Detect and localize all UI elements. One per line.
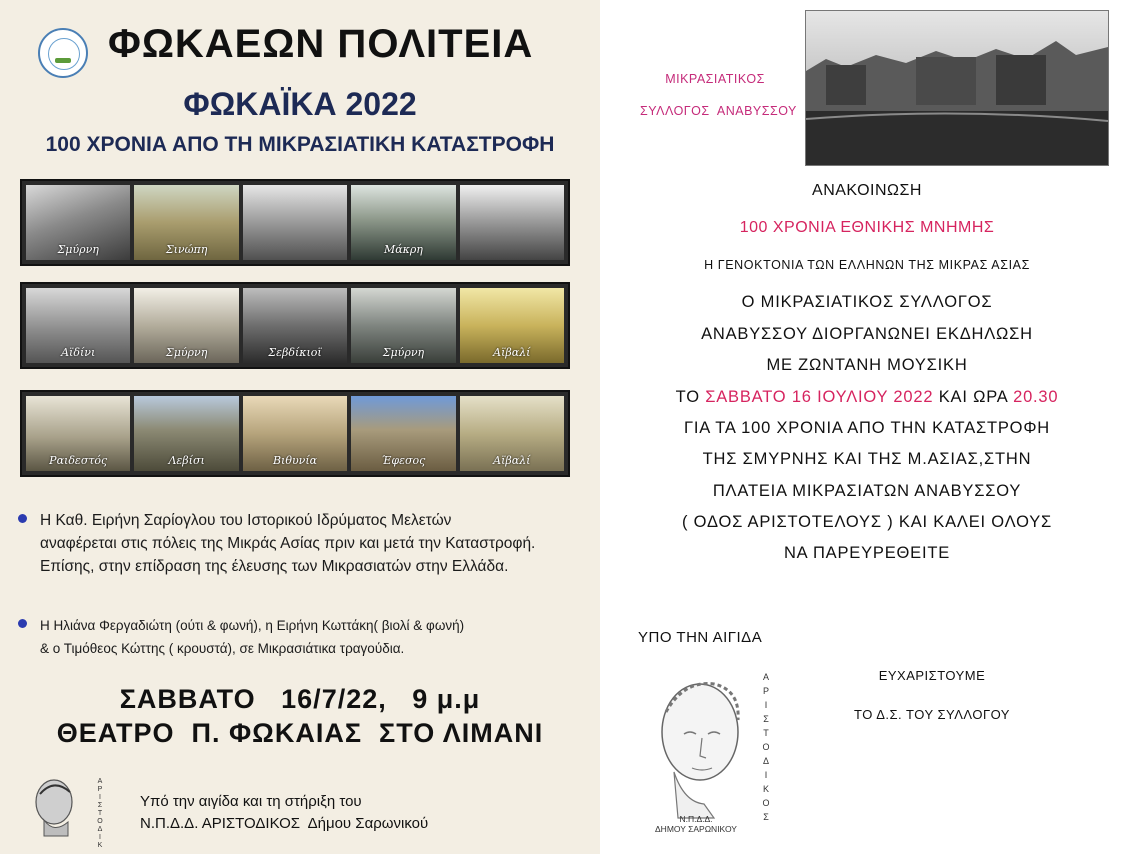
- bullet-speaker: [18, 509, 588, 578]
- photo: [26, 288, 130, 363]
- photo-caption: Σμύρνη: [57, 243, 99, 256]
- photo-caption: Ραιδεστός: [49, 454, 108, 467]
- aristodikos-head-logo: [28, 776, 84, 840]
- event-title: ΦΩΚΑΪΚΑ 2022: [183, 86, 417, 122]
- announcement-heading: ΑΝΑΚΟΙΝΩΣΗ: [812, 182, 922, 199]
- body-date-line: [600, 388, 1134, 407]
- body-line: ΠΛΑΤΕΙΑ ΜΙΚΡΑΣΙΑΤΩΝ ΑΝΑΒΥΣΣΟΥ: [712, 482, 1022, 500]
- body-text: ΤΟ: [675, 388, 706, 406]
- bullet-line: Επίσης, στην επίδραση της έλευσης των Μικρασιατών στην Ελλάδα.: [40, 558, 509, 575]
- right-poster: [600, 0, 1134, 854]
- bullet-line: Η Ηλιάνα Φεργαδιώτη (ούτι & φωνή), η Ειρήνη Κωττάκη( βιολί & φωνή): [40, 618, 465, 633]
- patronage-line: Υπό την αιγίδα και τη στήριξη του: [140, 793, 362, 810]
- photo-strip-1: [20, 179, 570, 266]
- photo-caption: Λεβίσι: [168, 454, 205, 467]
- photo-caption: Σμύρνη: [382, 346, 425, 359]
- photo: [26, 396, 130, 471]
- genocide-line: Η ΓΕΝΟΚΤΟΝΙΑ ΤΩΝ ΕΛΛΗΝΩΝ ΤΗΣ ΜΙΚΡΑΣ ΑΣΙΑΣ: [704, 258, 1030, 272]
- photo-strip-2: [20, 282, 570, 369]
- aristodikos-head-sketch: [644, 672, 754, 822]
- photo: [134, 396, 238, 471]
- logo-caption-line: Ν.Π.Δ.Δ.: [679, 814, 713, 824]
- body-line: ( ΟΔΟΣ ΑΡΙΣΤΟΤΕΛΟΥΣ ) ΚΑΙ ΚΑΛΕΙ ΟΛΟΥΣ: [682, 513, 1052, 531]
- photo: [460, 396, 564, 471]
- photo: [26, 185, 130, 260]
- photo-caption: Σεβδίκιοϊ: [268, 346, 322, 359]
- thanks-signature: ΤΟ Δ.Σ. ΤΟΥ ΣΥΛΛΟΓΟΥ: [854, 707, 1010, 722]
- event-subtitle: 100 ΧΡΟΝΙΑ ΑΠΟ ΤΗ ΜΙΚΡΑΣΙΑΤΙΚΗ ΚΑΤΑΣΤΡΟΦΗ: [45, 133, 555, 156]
- bullet-line: & ο Τιμόθεος Κώττης ( κρουστά), σε Μικρασιάτικα τραγούδια.: [40, 641, 405, 656]
- photo-caption: Έφεσος: [381, 454, 426, 467]
- small-logo-vertical-text: Α Ρ Ι Σ Τ Ο Δ Ι Κ: [97, 778, 103, 849]
- photo: [134, 185, 238, 260]
- thanks-line: ΕΥΧΑΡΙΣΤΟΥΜΕ: [878, 668, 986, 683]
- photo: [351, 396, 455, 471]
- body-line: ΤΗΣ ΣΜΥΡΝΗΣ ΚΑΙ ΤΗΣ Μ.ΑΣΙΑΣ,ΣΤΗΝ: [702, 450, 1032, 468]
- photo-caption: Αϊδίνι: [61, 346, 96, 359]
- photo: [243, 288, 347, 363]
- bullet-musicians: [18, 614, 588, 660]
- phokaika-logo: [38, 28, 88, 78]
- bullet-line: αναφέρεται στις πόλεις της Μικράς Ασίας πριν και μετά την Καταστροφή.: [40, 535, 536, 552]
- event-date-highlight: ΣΑΒΒΑΤΟ 16 ΙΟΥΛΙΟΥ 2022: [705, 388, 934, 406]
- poster-title: ΦΩΚΑΕΩΝ ΠΟΛΙΤΕΙΑ: [108, 22, 534, 66]
- event-venue: ΘΕΑΤΡΟ Π. ΦΩΚΑΙΑΣ ΣΤΟ ΛΙΜΑΝΙ: [56, 718, 544, 748]
- photo: [134, 288, 238, 363]
- photo: [351, 288, 455, 363]
- org-name-line2: ΣΥΛΛΟΓΟΣ ΑΝΑΒΥΣΣΟΥ: [640, 104, 797, 118]
- logo-caption: [640, 814, 752, 834]
- photo-caption: Σινώπη: [165, 243, 208, 256]
- event-date: ΣΑΒΒΑΤΟ 16/7/22, 9 μ.μ: [119, 684, 481, 714]
- photo-caption: Σμύρνη: [165, 346, 208, 359]
- event-time-highlight: 20.30: [1013, 388, 1059, 406]
- photo: [243, 396, 347, 471]
- logo-caption-line: ΔΗΜΟΥ ΣΑΡΩΝΙΚΟΥ: [655, 824, 737, 834]
- body-line: ΝΑ ΠΑΡΕΥΡΕΘΕΙΤΕ: [783, 544, 951, 562]
- body-line: ΓΙΑ ΤΑ 100 ΧΡΟΝΙΑ ΑΠΟ ΤΗΝ ΚΑΤΑΣΤΡΟΦΗ: [684, 419, 1050, 437]
- photo-strip-3: [20, 390, 570, 477]
- photo: [460, 185, 564, 260]
- patronage-heading: ΥΠΟ ΤΗΝ ΑΙΓΙΔΑ: [638, 629, 763, 646]
- photo-caption: Μάκρη: [383, 243, 423, 256]
- photo: [351, 185, 455, 260]
- bullet-line: Η Καθ. Ειρήνη Σαρίογλου του Ιστορικού Ιδρύματος Μελετών: [40, 512, 452, 529]
- body-text: ΚΑΙ ΩΡΑ: [933, 388, 1014, 406]
- photo-caption: Βιθυνία: [272, 454, 318, 467]
- bullet-dot: [18, 619, 27, 628]
- body-line: Ο ΜΙΚΡΑΣΙΑΤΙΚΟΣ ΣΥΛΛΟΓΟΣ: [741, 293, 993, 311]
- photo: [243, 185, 347, 260]
- historic-smyrna-photo: [805, 10, 1109, 166]
- bullet-dot: [18, 514, 27, 523]
- body-line: ΜΕ ΖΩΝΤΑΝΗ ΜΟΥΣΙΚΗ: [766, 356, 968, 374]
- patronage-organisation: Ν.Π.Δ.Δ. ΑΡΙΣΤΟΔΙΚΟΣ Δήμου Σαρωνικού: [140, 815, 429, 832]
- org-name-line1: ΜΙΚΡΑΣΙΑΤΙΚΟΣ: [665, 72, 765, 86]
- photo: [460, 288, 564, 363]
- photo-caption: Αϊβαλί: [493, 454, 531, 467]
- body-line: ΑΝΑΒΥΣΣΟΥ ΔΙΟΡΓΑΝΩΝΕΙ ΕΚΔΗΛΩΣΗ: [701, 325, 1033, 343]
- logo-vertical-text: Α Ρ Ι Σ Τ Ο Δ Ι Κ Ο Σ: [762, 672, 770, 822]
- photo-caption: Αϊβαλί: [493, 346, 531, 359]
- memory-heading: 100 ΧΡΟΝΙΑ ΕΘΝΙΚΗΣ ΜΝΗΜΗΣ: [739, 219, 995, 236]
